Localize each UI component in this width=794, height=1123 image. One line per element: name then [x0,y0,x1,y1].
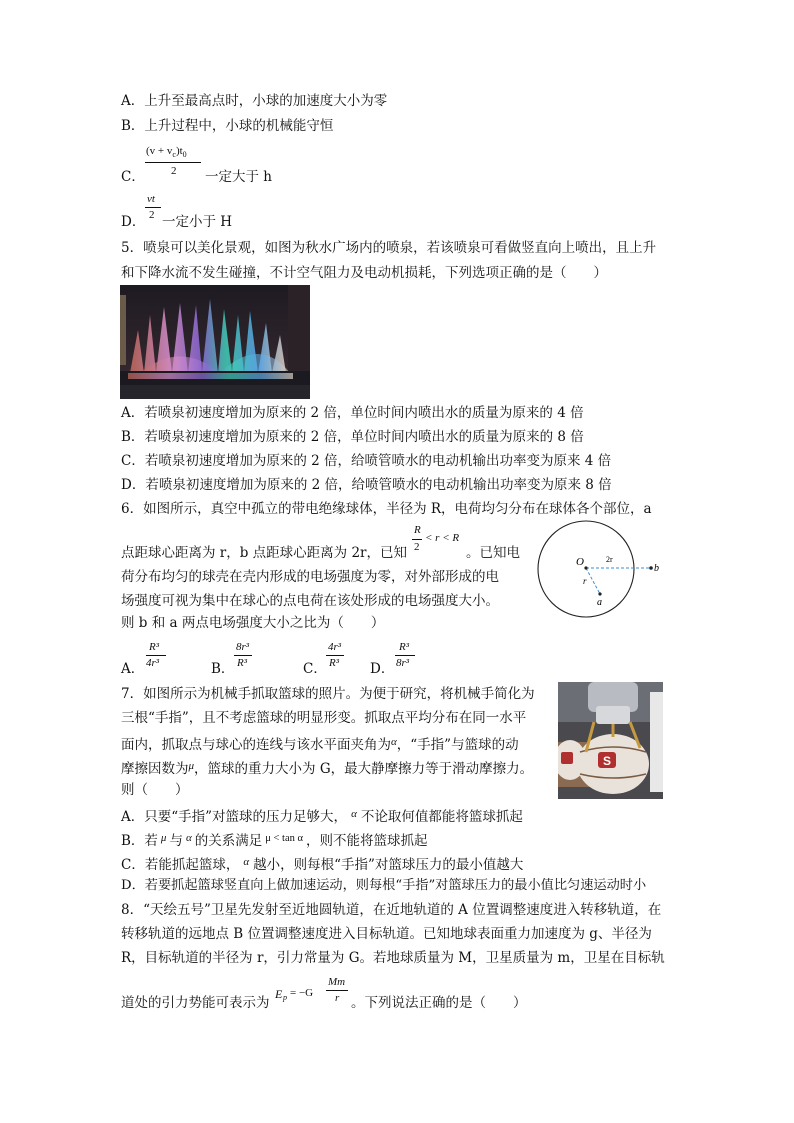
q4-option-a: A．上升至最高点时，小球的加速度大小为零 [121,93,388,109]
c-frac-numerator: $(v + v_c)t_0$ [146,145,187,160]
q7-stem4-part2: ，篮球的重力大小为 G，最大静摩擦力等于滑动摩擦力。 [194,761,534,777]
q6-b-denominator: R³ [237,657,248,669]
formula-numerator: Mm [328,976,346,988]
svg-text:S: S [603,754,612,768]
q7-option-d: D．若要抓起篮球竖直向上做加速运动，则每根“手指”对篮球压力的最小值比匀速运动时小 [121,878,647,893]
alpha-symbol-a: α [351,808,357,820]
q5-option-c: C．若喷泉初速度增加为原来的 2 倍，给喷管喷水的电动机输出功率变为原来 4 倍 [121,453,612,469]
q4-option-d-label: D． [121,214,146,230]
q6-stem-line4: 场强度可视为集中在球心的点电荷在该处形成的电场强度大小。 [121,593,499,609]
alpha-symbol-c: α [243,856,250,868]
fountain-photo [120,285,310,399]
q7-stem4-part1: 摩擦因数为 [121,761,189,777]
q6-option-d-label: D． [370,661,395,677]
q7-option-c [121,853,523,874]
c-frac-denominator: 2 [171,165,177,177]
q7-b-part2: 与 [169,833,183,849]
label-b: b [654,563,659,574]
q7-b-part1: B．若 [121,833,158,849]
q8-stem-line4b: 。下列说法正确的是（ ） [351,995,527,1011]
q7-option-b [121,829,428,850]
label-r: r [583,576,587,586]
q6-c-numerator: 4r³ [328,641,342,653]
q6-stem-line3: 荷分布均匀的球壳在壳内形成的电场强度为零，对外部形成的电 [121,569,499,585]
formula-sub-p: p [283,993,287,1002]
q6-stem-line5: 则 b 和 a 两点电场强度大小之比为（ ） [121,615,385,631]
q7-c-part2: 越小，则每根“手指”对篮球压力的最小值越大 [253,857,524,873]
formula-e: E [275,987,283,1001]
cond-numerator: R [414,524,421,536]
q4-option-b: B．上升过程中，小球的机械能守恒 [121,118,334,134]
q5-option-a: A．若喷泉初速度增加为原来的 2 倍，单位时间内喷出水的质量为原来的 4 倍 [121,405,584,421]
label-o: O [576,556,584,568]
q6-b-numerator: 8r³ [236,641,250,653]
q7-stem-line2: 三根“手指”，且不考虑篮球的明显形变。抓取点平均分布在同一水平 [121,710,527,726]
cond-denominator: 2 [414,541,420,553]
cond-inequality: < r < R [425,532,460,544]
q7-option-a [121,805,523,826]
q6-stem-line1: 6．如图所示，真空中孤立的带电绝缘球体，半径为 R，电荷均匀分布在球体各个部位，a [121,501,652,517]
sphere-diagram [534,518,674,620]
q6-option-c-label: C． [303,661,327,677]
q4-option-c-text: 一定大于 h [205,169,272,185]
q7-stem-line4 [121,757,533,778]
q6-d-numerator: R³ [399,641,410,653]
alpha-symbol: α [391,736,397,748]
q5-option-b: B．若喷泉初速度增加为原来的 2 倍，单位时间内喷出水的质量为原来的 8 倍 [121,429,584,445]
q7-stem3-part2: ，“手指”与篮球的动 [396,737,519,753]
label-a: a [597,597,602,608]
q7-stem-line5: 则（ ） [121,782,189,798]
mu-tan-alpha-relation: μ < tan α [265,833,303,844]
label-2r: 2r [606,555,613,564]
q8-stem-line4a: 道处的引力势能可表示为 [121,995,270,1011]
q5-stem-line1: 5．喷泉可以美化景观，如图为秋水广场内的喷泉，若该喷泉可看做竖直向上喷出，且上升 [121,240,657,256]
formula-eq: = −G [290,987,314,999]
q6-c-denominator: R³ [329,657,340,669]
q7-stem-line3 [121,733,519,754]
q4-option-d-text: 一定小于 H [162,214,233,230]
q5-stem-line2: 和下降水流不发生碰撞，不计空气阻力及电动机损耗，下列选项正确的是（ ） [121,265,607,281]
mu-symbol-b: μ [160,832,167,844]
q7-b-part4: ，则不能将篮球抓起 [306,833,428,849]
robot-hand-basketball-photo [558,682,663,799]
d-frac-numerator: vt [147,193,155,205]
q6-stem-line2a: 点距球心距离为 r，b 点距球心距离为 2r，已知 [121,545,408,561]
q6-a-numerator: R³ [149,641,160,653]
q7-a-part2: 不论取何值都能将篮球抓起 [360,809,523,825]
q8-stem-line2: 转移轨道的远地点 B 位置调整速度进入目标轨道。已知地球表面重力加速度为 g、半径为 [121,926,652,942]
q8-stem-line3: R，目标轨道的半径为 r，引力常量为 G。若地球质量为 M，卫星质量为 m，卫星在目标轨 [121,950,665,966]
q5-option-d: D．若喷泉初速度增加为原来的 2 倍，给喷管喷水的电动机输出功率变为原来 8 倍 [121,477,612,493]
q6-a-denominator: 4r³ [146,657,160,669]
q7-stem-line1: 7．如图所示为机械手抓取篮球的照片。为便于研究，将机械手简化为 [121,686,535,702]
q8-stem-line1: 8．“天绘五号”卫星先发射至近地圆轨道，在近地轨道的 A 位置调整速度进入转移轨道，在 [121,902,662,918]
alpha-symbol-b: α [185,832,192,844]
q6-d-denominator: 8r³ [396,657,410,669]
q4-option-c-label: C． [121,169,145,185]
q6-option-a-label: A． [121,661,145,677]
q6-stem-line2b: 。已知电 [466,545,520,561]
mu-symbol: μ [188,760,195,772]
q7-c-part1: C．若能抓起篮球， [121,857,240,873]
q7-a-part1: A．只要“手指”对篮球的压力足够大， [121,809,348,825]
formula-denominator: r [335,992,340,1004]
d-frac-denominator: 2 [149,209,155,221]
q7-b-part3: 的关系满足 [194,833,263,849]
q7-stem3-part1: 面内，抓取点与球心的连线与该水平面夹角为 [121,737,391,753]
q6-option-b-label: B． [211,661,235,677]
